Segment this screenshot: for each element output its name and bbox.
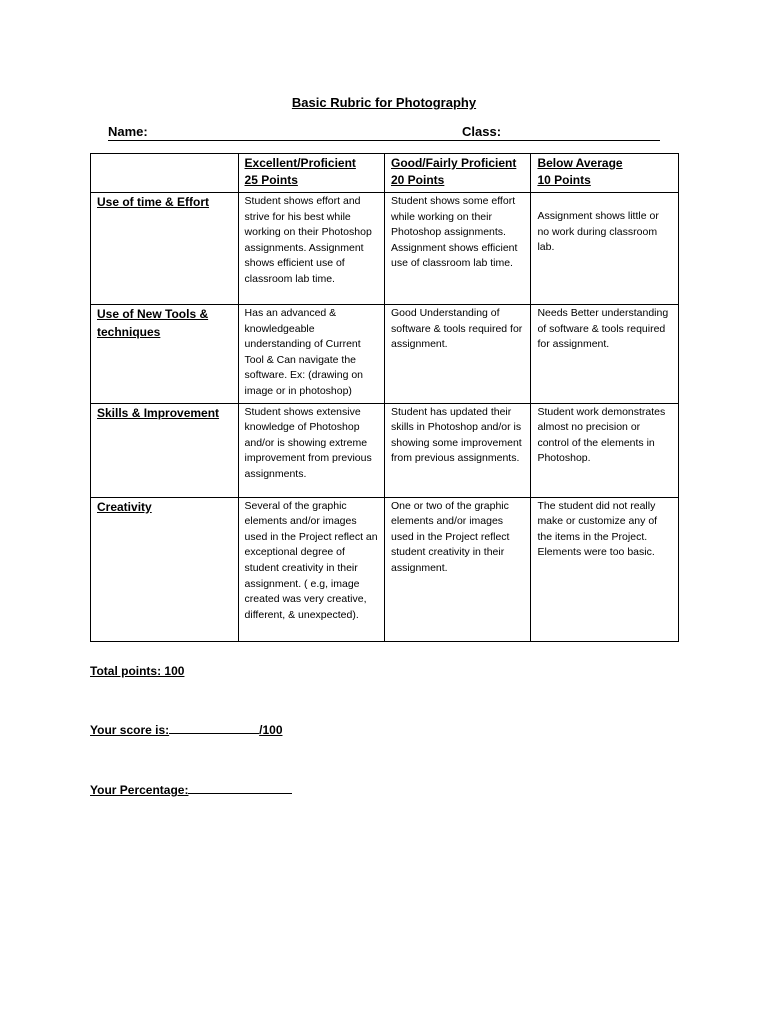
total-points: Total points: 100 xyxy=(90,664,185,678)
table-row xyxy=(91,497,679,641)
rubric-cell: Student work demonstrates almost no precision or control of the elements in Photoshop. xyxy=(531,403,679,497)
percentage-line xyxy=(90,781,292,797)
header-good-label: Good/Fairly Proficient xyxy=(390,156,517,170)
table-row xyxy=(91,305,679,404)
criterion-label: Skills & Improvement xyxy=(97,405,220,420)
header-excellent xyxy=(238,154,384,193)
name-label: Name: xyxy=(108,124,148,139)
rubric-cell: Several of the graphic elements and/or images used in the Project reflect an exceptional degree of student creativity in their assignment. ( e.g, image created was very creative, different, & unexpected). xyxy=(238,497,384,641)
rubric-cell: Needs Better understanding of software & tools required for assignment. xyxy=(531,305,679,404)
criterion-label: Use of time & Effort xyxy=(97,195,210,209)
criterion-label: Creativity xyxy=(97,499,152,514)
page-title: Basic Rubric for Photography xyxy=(291,95,477,110)
criterion-cell xyxy=(91,497,239,641)
header-below-points: 10 Points xyxy=(537,173,591,187)
header-below-label: Below Average xyxy=(537,156,623,170)
table-row xyxy=(91,193,679,305)
header-excellent-label: Excellent/Proficient xyxy=(244,156,356,170)
rubric-cell: Student has updated their skills in Photoshop and/or is showing some improvement from previous assignments. xyxy=(384,403,530,497)
rubric-cell: Student shows some effort while working on their Photoshop assignments. Assignment shows efficient use of classroom lab time. xyxy=(384,193,530,305)
criterion-label: Use of New Tools & techniques xyxy=(97,307,209,339)
rubric-cell: The student did not really make or customize any of the items in the Project. Elements were too basic. xyxy=(531,497,679,641)
header-empty-cell xyxy=(91,154,239,193)
percentage-label: Your Percentage: xyxy=(90,783,189,797)
rubric-cell: Has an advanced & knowledgeable understanding of Current Tool & Can navigate the software. Ex: (drawing on image or in photoshop) xyxy=(238,305,384,404)
header-row xyxy=(91,154,679,193)
score-line xyxy=(90,721,283,737)
percentage-blank xyxy=(188,781,292,794)
criterion-cell xyxy=(91,305,239,404)
rubric-cell: Student shows effort and strive for his best while working on their Photoshop assignments. Assignment shows efficient use of classroom lab time. xyxy=(238,193,384,305)
rubric-cell: Good Understanding of software & tools required for assignment. xyxy=(384,305,530,404)
criterion-cell xyxy=(91,193,239,305)
header-good-points: 20 Points xyxy=(390,173,445,187)
score-suffix: /100 xyxy=(259,723,283,737)
score-blank xyxy=(169,721,259,734)
header-below xyxy=(531,154,679,193)
name-class-line xyxy=(108,124,660,141)
table-row xyxy=(91,403,679,497)
header-good xyxy=(384,154,530,193)
criterion-cell xyxy=(91,403,239,497)
rubric-table xyxy=(90,153,679,642)
header-excellent-points: 25 Points xyxy=(244,173,298,187)
rubric-cell: Assignment shows little or no work during classroom lab. xyxy=(531,193,679,305)
rubric-cell: One or two of the graphic elements and/or images used in the Project reflect student creativity in their assignment. xyxy=(384,497,530,641)
score-label: Your score is: xyxy=(90,723,170,737)
rubric-cell: Student shows extensive knowledge of Photoshop and/or is showing extreme improvement from previous assignments. xyxy=(238,403,384,497)
class-label: Class: xyxy=(462,124,502,139)
